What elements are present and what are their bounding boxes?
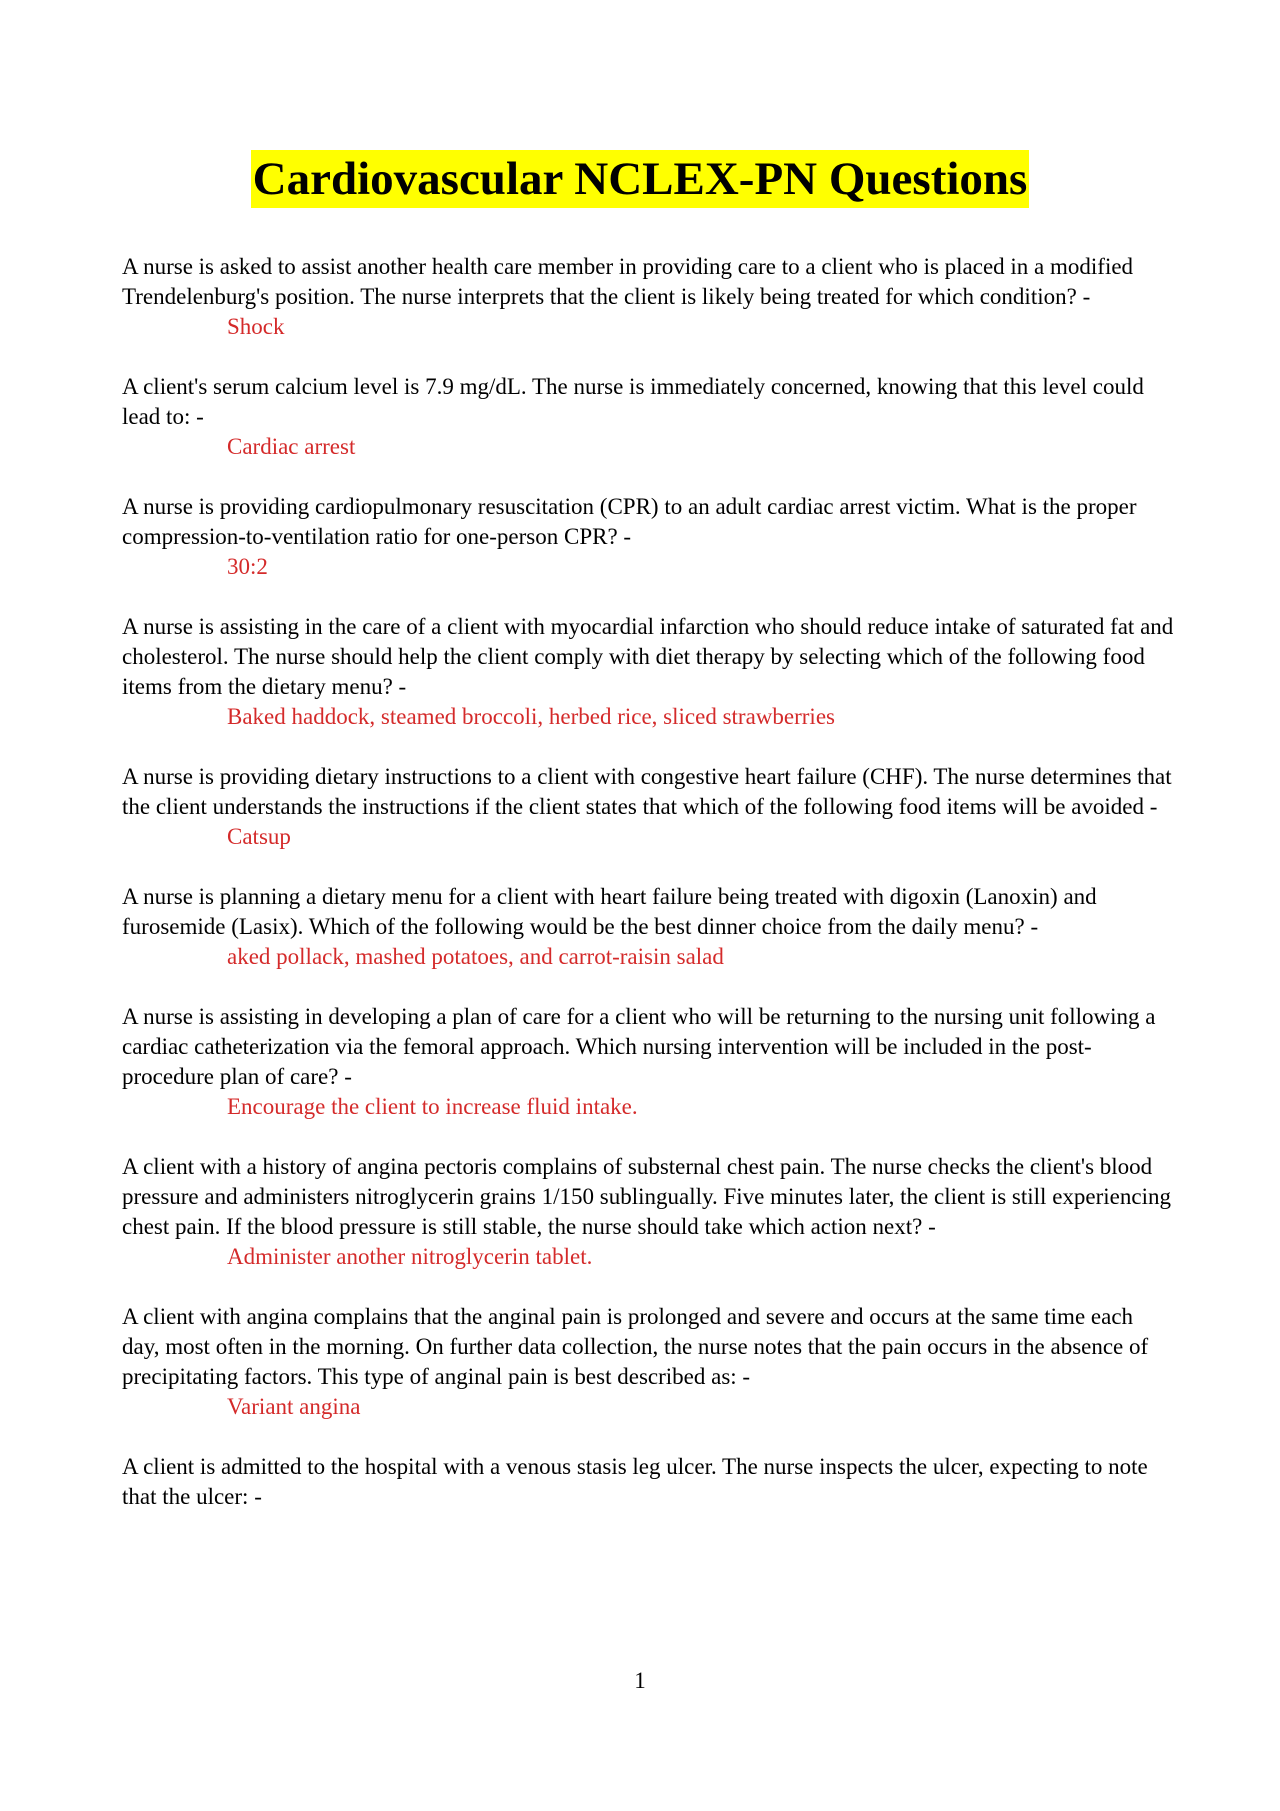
question-text: A client with a history of angina pectoris complains of substernal chest pain. The nurse checks the client's blood pressure and administers nitroglycerin grains 1/150 sublingually. Five minutes later, the client is still experiencing chest pain. If the blood pressure is still stable, the nurse should take which action next? -	[122, 1154, 1171, 1239]
question-item	[122, 1302, 1174, 1422]
page-number: 1	[634, 1668, 646, 1693]
question-item	[122, 1152, 1174, 1272]
question-text: A client with angina complains that the anginal pain is prolonged and severe and occurs at the same time each day, most often in the morning. On further data collection, the nurse notes that the pain occurs in the absence of precipitating factors. This type of anginal pain is best described as: -	[122, 1304, 1149, 1389]
question-item	[122, 372, 1174, 462]
question-text: A nurse is asked to assist another health care member in providing care to a client who is placed in a modified Trendelenburg's position. The nurse interprets that the client is likely being treated for which condition? -	[122, 254, 1134, 309]
question-item	[122, 1002, 1174, 1122]
answer-text: Variant angina	[227, 1394, 361, 1419]
answer-text: Shock	[227, 314, 285, 339]
question-text: A client's serum calcium level is 7.9 mg/dL. The nurse is immediately concerned, knowing that this level could lead to: -	[122, 374, 1144, 429]
question-item	[122, 612, 1174, 732]
answer-text: Baked haddock, steamed broccoli, herbed rice, sliced strawberries	[227, 704, 835, 729]
answer-text: Catsup	[227, 824, 291, 849]
question-text: A nurse is assisting in the care of a client with myocardial infarction who should reduce intake of saturated fat and cholesterol. The nurse should help the client comply with diet therapy by selecting which of the following food items from the dietary menu? -	[122, 614, 1174, 699]
answer-text: aked pollack, mashed potatoes, and carrot-raisin salad	[227, 944, 724, 969]
question-item	[122, 492, 1174, 582]
question-item	[122, 1452, 1174, 1512]
answer-text: Encourage the client to increase fluid intake.	[227, 1094, 638, 1119]
question-text: A nurse is providing cardiopulmonary resuscitation (CPR) to an adult cardiac arrest victim. What is the proper compression-to-ventilation ratio for one-person CPR? -	[122, 494, 1137, 549]
title-container	[0, 150, 1280, 208]
answer-text: 30:2	[227, 554, 268, 579]
question-text: A nurse is assisting in developing a plan of care for a client who will be returning to the nursing unit following a cardiac catheterization via the femoral approach. Which nursing intervention will be included in the post-procedure plan of care? -	[122, 1004, 1156, 1089]
question-text: A client is admitted to the hospital with a venous stasis leg ulcer. The nurse inspects the ulcer, expecting to note that the ulcer: -	[122, 1454, 1148, 1509]
question-item	[122, 252, 1174, 342]
answer-text: Administer another nitroglycerin tablet.	[227, 1244, 593, 1269]
answer-text: Cardiac arrest	[227, 434, 356, 459]
question-text: A nurse is planning a dietary menu for a client with heart failure being treated with digoxin (Lanoxin) and furosemide (Lasix). Which of the following would be the best dinner choice from the daily menu? -	[122, 884, 1097, 939]
document-title: Cardiovascular NCLEX-PN Questions	[251, 150, 1030, 208]
question-text: A nurse is providing dietary instructions to a client with congestive heart failure (CHF). The nurse determines that the client understands the instructions if the client states that which of the following food items will be avoided -	[122, 764, 1172, 819]
question-item	[122, 762, 1174, 852]
question-item	[122, 882, 1174, 972]
question-list	[122, 252, 1174, 1542]
